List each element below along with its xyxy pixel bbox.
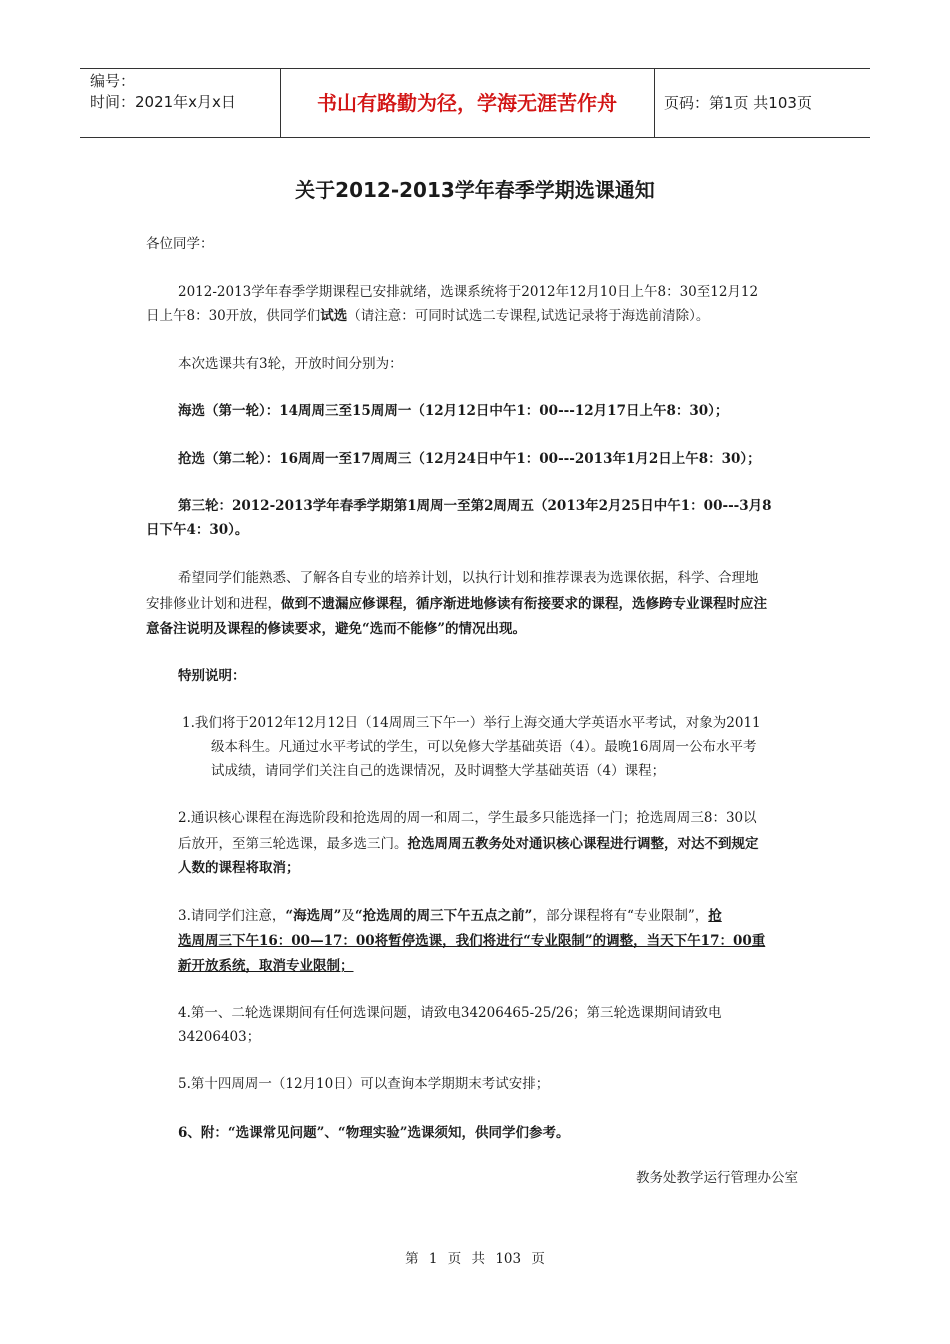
header-page-info: 页码：第1页 共103页 — [664, 94, 812, 112]
item-2-line-3: 人数的课程将取消； — [178, 860, 300, 876]
item-6: 6、附：“选课常见问题”、“物理实验”选课须知，供同学们参考。 — [178, 1125, 570, 1141]
round-3-line-2: 日下午4：30）。 — [146, 522, 249, 538]
intro-line-2 — [146, 304, 709, 328]
intro-line-1: 2012-2013学年春季学期课程已安排就绪，选课系统将于2012年12月10日上午8：30至12月12 — [178, 284, 759, 300]
hope-line-3: 意备注说明及课程的修读要求，避免“选而不能修”的情况出现。 — [146, 621, 527, 637]
hope-line-2 — [146, 592, 767, 616]
item-2-text: 后放开，至第三轮选课，最多选三门。 — [178, 836, 408, 852]
hope-text: 安排修业计划和进程， — [146, 596, 281, 612]
item-2-line-1: 2.通识核心课程在海选阶段和抢选周的周一和周二，学生最多只能选择一门；抢选周周三8：30以 — [178, 810, 757, 826]
intro-text: 日上午8：30开放，供同学们 — [146, 308, 321, 324]
item-3-line-2: 选周周三下午16：00—17：00将暂停选课，我们将进行“专业限制”的调整，当天下午17：00重 — [178, 933, 766, 949]
page-footer: 第 1 页 共 103 页 — [405, 1251, 545, 1267]
greeting: 各位同学： — [146, 236, 214, 252]
item-3-text: 及 — [341, 908, 355, 924]
round-1: 海选（第一轮）：14周周三至15周周一（12月12日中午1：00---12月17日上午8：30）； — [178, 403, 729, 419]
signature: 教务处教学运行管理办公室 — [636, 1170, 798, 1186]
hope-bold: 做到不遗漏应修课程，循序渐进地修读有衔接要求的课程，选修跨专业课程时应注 — [281, 596, 767, 612]
round-3-line-1: 第三轮：2012-2013学年春季学期第1周周一至第2周周五（2013年2月25日中午1：00---3月8 — [178, 498, 772, 514]
item-3-underlined: 抢 — [708, 908, 722, 924]
item-3-text: ，部分课程将有“专业限制”， — [532, 908, 709, 924]
item-4-line-2: 34206403； — [178, 1029, 261, 1045]
item-3-bold: “海选周” — [285, 908, 342, 924]
item-4-line-1: 4.第一、二轮选课期间有任何选课问题，请致电34206465-25/26；第三轮选课期间请致电 — [178, 1005, 722, 1021]
item-1-line-1: 1.我们将于2012年12月12日（14周周三下午一）举行上海交通大学英语水平考试，对象为2011 — [182, 715, 761, 731]
item-2-line-2 — [178, 832, 759, 856]
header-table — [80, 68, 870, 138]
item-3-line-1 — [178, 904, 722, 928]
item-1-line-2: 级本科生。凡通过水平考试的学生，可以免修大学基础英语（4）。最晚16周周一公布水平考 — [211, 739, 757, 755]
intro-bold: 试选 — [320, 308, 348, 324]
header-divider — [654, 69, 655, 137]
round-2: 抢选（第二轮）：16周周一至17周周三（12月24日中午1：00---2013年1月2日上午8：30）； — [178, 451, 761, 467]
page-title: 关于2012-2013学年春季学期选课通知 — [295, 178, 655, 202]
intro-text: （请注意：可同时试选二专课程,试选记录将于海选前清除）。 — [347, 308, 710, 324]
header-meta — [90, 71, 236, 113]
time-label: 时间：2021年x月x日 — [90, 93, 236, 111]
rounds-intro: 本次选课共有3轮，开放时间分别为： — [178, 356, 403, 372]
hope-line-1: 希望同学们能熟悉、了解各自专业的培养计划，以执行计划和推荐课表为选课依据，科学、合理地 — [178, 570, 759, 586]
special-title: 特别说明： — [178, 668, 246, 684]
item-3-line-3: 新开放系统，取消专业限制； — [178, 958, 354, 974]
item-1-line-3: 试成绩，请同学们关注自己的选课情况，及时调整大学基础英语（4）课程； — [211, 763, 666, 779]
item-3-bold: “抢选周的周三下午五点之前” — [354, 908, 533, 924]
number-label: 编号： — [90, 72, 136, 90]
item-5: 5.第十四周周一（12月10日）可以查询本学期期末考试安排； — [178, 1076, 550, 1092]
header-motto: 书山有路勤为径，学海无涯苦作舟 — [317, 91, 617, 115]
item-3-text: 3.请同学们注意， — [178, 908, 286, 924]
item-2-bold: 抢选周周五教务处对通识核心课程进行调整，对达不到规定 — [407, 836, 759, 852]
